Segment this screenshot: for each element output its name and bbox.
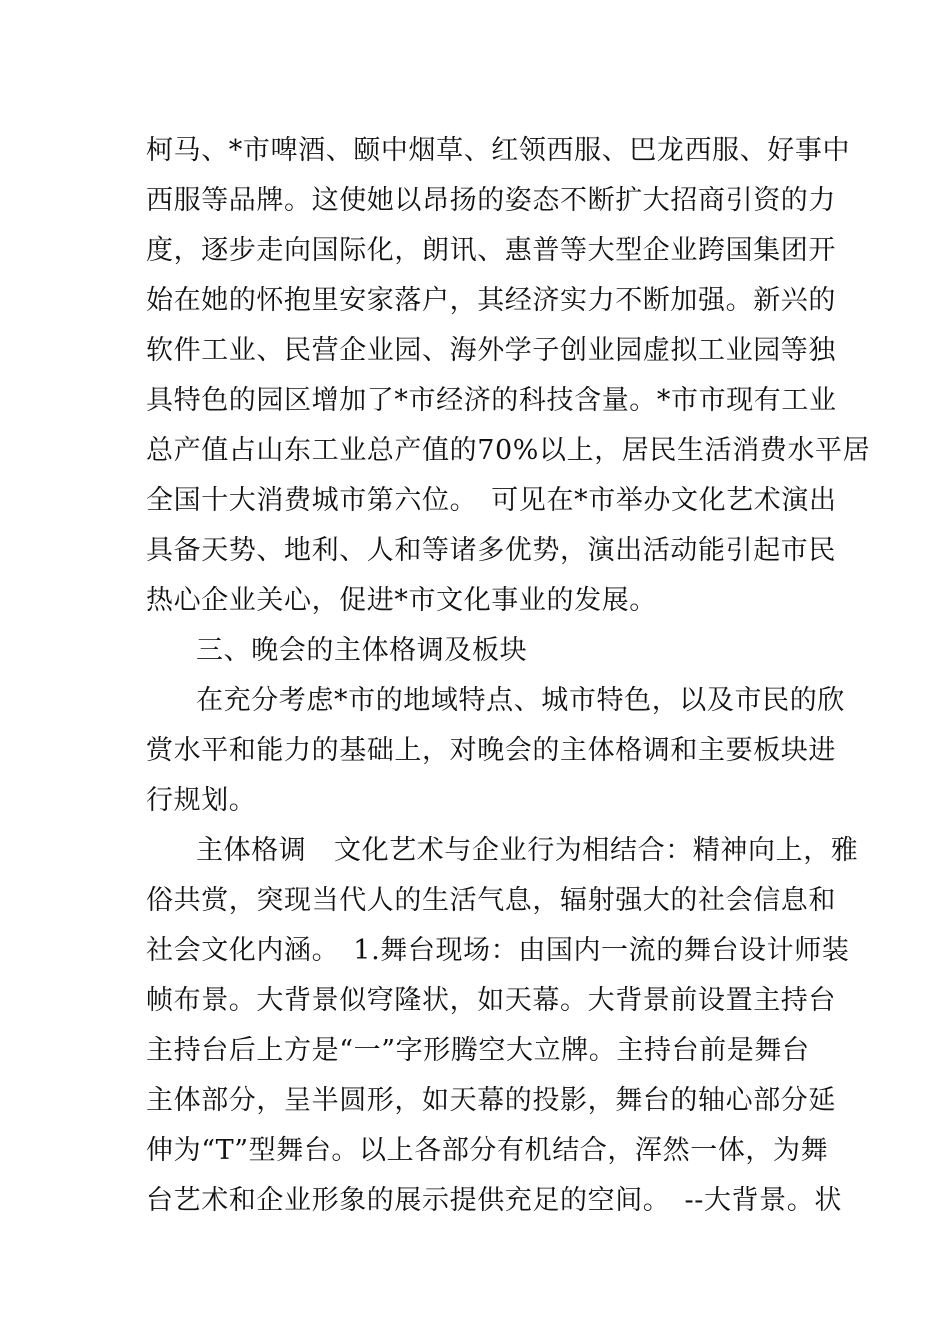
- text-line: 主体部分，呈半圆形，如天幕的投影，舞台的轴心部分延: [146, 1085, 836, 1116]
- paragraph-start: 主体格调 文化艺术与企业行为相结合：精神向上，雅: [196, 835, 859, 866]
- text-line: 总产值占山东工业总产值的70%以上，居民生活消费水平居: [146, 435, 871, 466]
- text-line: 度，逐步走向国际化，朗讯、惠普等大型企业跨国集团开: [146, 235, 836, 266]
- text-line: 热心企业关心，促进*市文化事业的发展。: [146, 585, 657, 616]
- text-line: 台艺术和企业形象的展示提供充足的空间。 --大背景。状: [146, 1185, 842, 1216]
- text-line: 行规划。: [146, 785, 257, 816]
- text-line: 俗共赏，突现当代人的生活气息，辐射强大的社会信息和: [146, 885, 836, 916]
- text-line: 帧布景。大背景似穹隆状，如天幕。大背景前设置主持台: [146, 985, 836, 1016]
- text-line: 具特色的园区增加了*市经济的科技含量。*市市现有工业: [146, 385, 837, 416]
- text-line: 软件工业、民营企业园、海外学子创业园虚拟工业园等独: [146, 335, 836, 366]
- text-line: 伸为“T”型舞台。以上各部分有机结合，浑然一体，为舞: [146, 1135, 829, 1166]
- text-line: 赏水平和能力的基础上，对晚会的主体格调和主要板块进: [146, 735, 836, 766]
- text-line: 具备天势、地利、人和等诸多优势，演出活动能引起市民: [146, 535, 836, 566]
- text-line: 社会文化内涵。 1.舞台现场：由国内一流的舞台设计师装: [146, 935, 850, 966]
- text-line: 全国十大消费城市第六位。 可见在*市举办文化艺术演出: [146, 485, 837, 516]
- text-line: 始在她的怀抱里安家落户，其经济实力不断加强。新兴的: [146, 285, 836, 316]
- text-line: 主持台后上方是“一”字形腾空大立牌。主持台前是舞台: [146, 1035, 810, 1066]
- paragraph-start: 在充分考虑*市的地域特点、城市特色，以及市民的欣: [196, 685, 845, 716]
- text-line: 西服等品牌。这使她以昂扬的姿态不断扩大招商引资的力: [146, 185, 836, 216]
- section-heading: 三、晚会的主体格调及板块: [196, 635, 528, 666]
- text-line: 柯马、*市啤酒、颐中烟草、红领西服、巴龙西服、好事中: [146, 135, 851, 166]
